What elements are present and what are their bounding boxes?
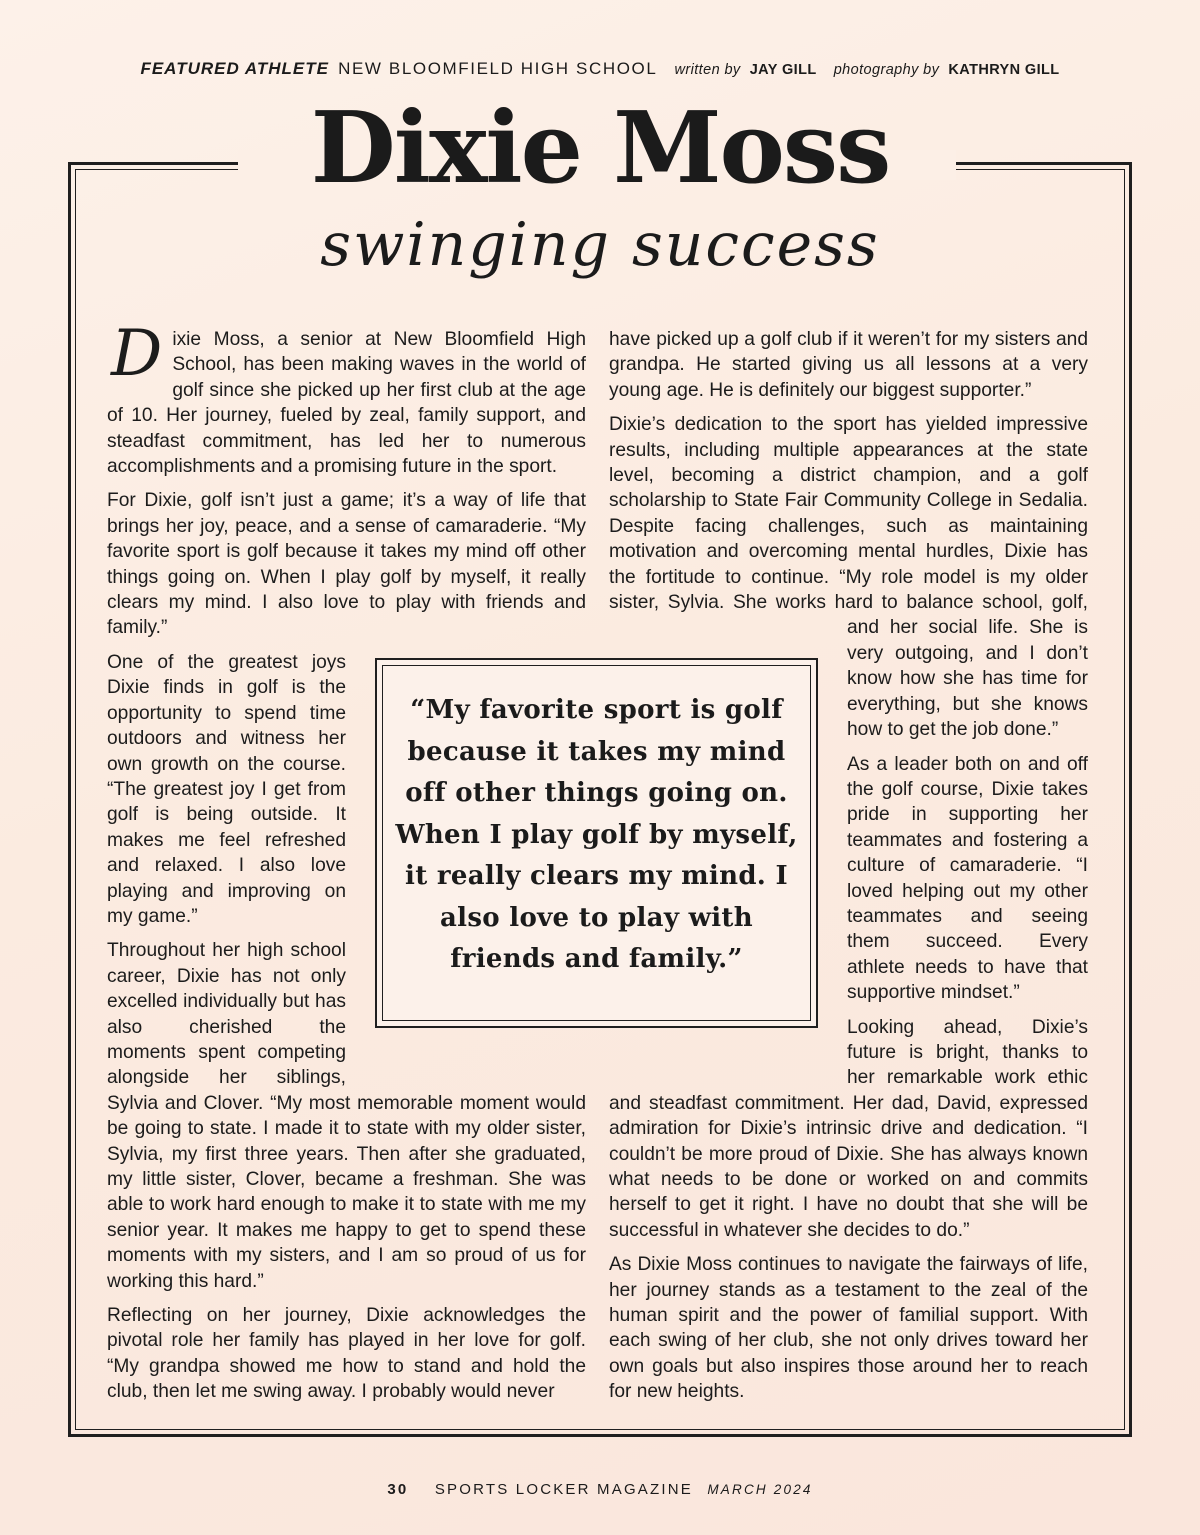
article-subtitle: swinging success: [320, 210, 880, 280]
page-number: 30: [387, 1481, 409, 1498]
writer-name: JAY GILL: [749, 62, 817, 78]
paragraph: Throughout her high school career, Dixie has not only excelled individually but has also cherished the moments spent competing alongside her siblings, Sylvia and Clover. “My most memorable moment would be going to state. I made it to state with my older sister, Sylvia, my first three years. Then after she graduated, my little sister, Clover, became a freshman. She was able to work hard enough to make it to state with me my senior year. It makes me happy to get to spend these moments with my sisters, and I am so proud of us for working this hard.”: [107, 940, 586, 1292]
written-by-label: written by: [674, 62, 741, 78]
paragraph: Looking ahead, Dixie’s future is bright, thanks to her remarkable work ethic and steadfast commitment. Her dad, David, expressed admiration for Dixie’s intrinsic drive and dedication. “I couldn’t be more proud of Dixie. She has always known what needs to be done or worked on and commits herself to get it right. I have no doubt that she will be successful in whatever she decides to do.”: [609, 1016, 1088, 1241]
photography-by-label: photography by: [833, 62, 940, 78]
page-header: [0, 59, 1200, 79]
pull-quote-text: “My favorite sport is golf because it takes my mind off other things going on. When I play golf by myself, it really clears my mind. I also love to play with friends and family.”: [395, 695, 798, 974]
school-name: NEW BLOOMFIELD HIGH SCHOOL: [338, 59, 658, 78]
paragraph: D ixie Moss, a senior at New Bloomfield High School, has been making waves in the world of golf since she picked up her first club at the age of 10. Her journey, fueled by zeal, family support, and steadfast commitment, has led her to numerous accomplishments and a promising future in the sport.: [107, 317, 586, 478]
paragraph: Dixie’s dedication to the sport has yielded impressive results, including multiple appearances at the state level, becoming a district champion, and a golf scholarship to State Fair Community College in Sedalia. Despite facing challenges, such as maintaining motivation and overcoming mental hurdles, Dixie has the fortitude to continue. “My role model is my older sister, Sylvia. She works hard to balance school, golf, and her social life. She is very outgoing, and I don’t know how she has time for everything, but she knows how to get the job done.”: [609, 414, 1088, 741]
section-label: FEATURED ATHLETE: [140, 59, 329, 78]
paragraph: Reflecting on her journey, Dixie acknowledges the pivotal role her family has played in her love for golf. “My grandpa showed me how to stand and hold the club, then let me swing away. I probably would never: [107, 1305, 586, 1403]
article-title: Dixie Moss: [310, 91, 890, 206]
paragraph: One of the greatest joys Dixie finds in golf is the opportunity to spend time outdoors and witness her own growth on the course. “The greatest joy I get from golf is being outside. It makes me feel refreshed and relaxed. I also love playing and improving on my game.”: [107, 651, 346, 927]
page-footer: [0, 1481, 1200, 1498]
paragraph: have picked up a golf club if it weren’t for my sisters and grandpa. He started giving us all lessons at a very young age. He is definitely our biggest supporter.”: [609, 329, 1088, 401]
issue-date: MARCH 2024: [707, 1482, 813, 1497]
paragraph: For Dixie, golf isn’t just a game; it’s a way of life that brings her joy, peace, and a sense of camaraderie. “My favorite sport is golf because it takes my mind off other things going on. When I play golf by myself, it really clears my mind. I also love to play with friends and family.”: [107, 490, 586, 639]
paragraph: As Dixie Moss continues to navigate the fairways of life, her journey stands as a testament to the zeal of the human spirit and the power of familial support. With each swing of her club, she not only drives toward her own goals but also inspires those around her to reach for new heights.: [609, 1254, 1088, 1403]
drop-cap: D: [111, 317, 163, 391]
photographer-name: KATHRYN GILL: [948, 62, 1060, 78]
magazine-name: SPORTS LOCKER MAGAZINE: [434, 1481, 693, 1498]
paragraph: As a leader both on and off the golf course, Dixie takes pride in supporting her teammates and fostering a culture of camaraderie. “I loved helping out my other teammates and seeing them succeed. Every athlete needs to have that supportive mindset.”: [847, 753, 1088, 1004]
